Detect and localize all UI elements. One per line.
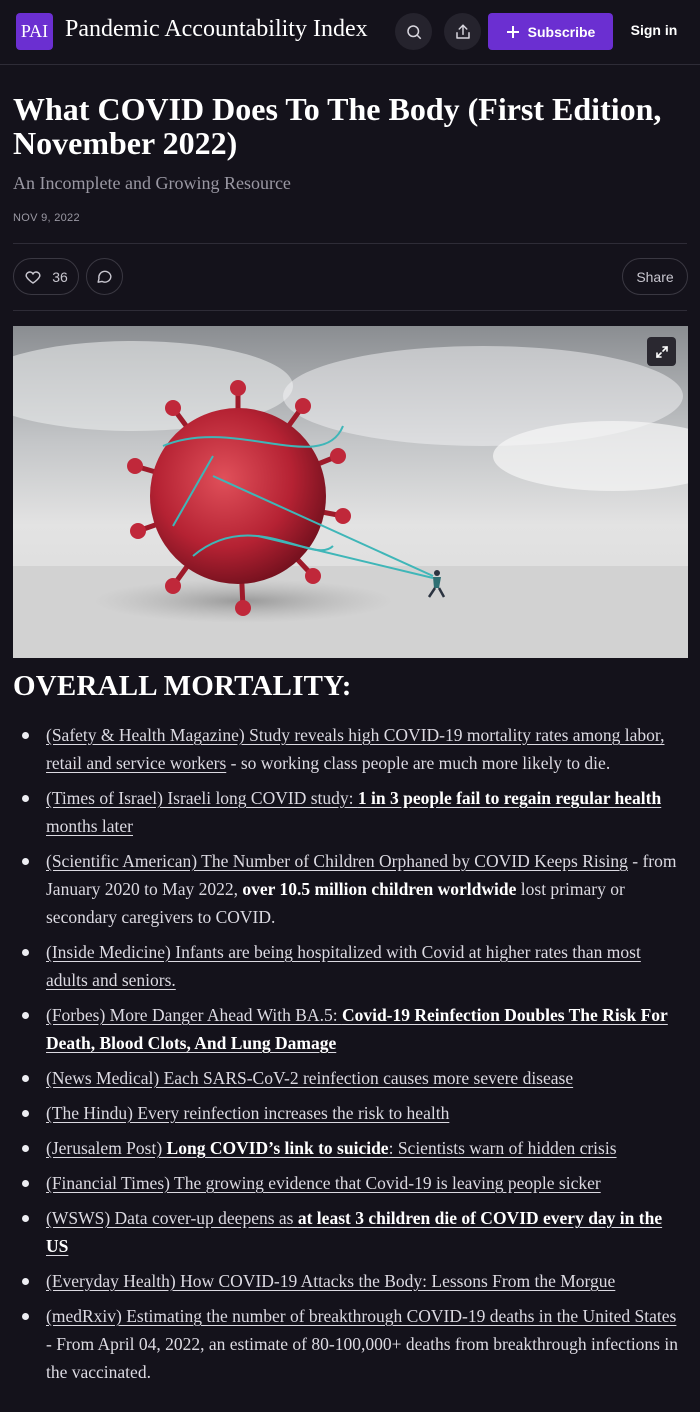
article-list bbox=[0, 721, 700, 1393]
expand-image-button[interactable] bbox=[647, 337, 676, 366]
list-item bbox=[0, 938, 700, 994]
divider bbox=[13, 310, 687, 311]
article-link[interactable]: (medRxiv) Estimating the number of breakthrough COVID-19 deaths in the United States bbox=[46, 1306, 677, 1326]
like-button[interactable] bbox=[13, 258, 79, 295]
link-bold-text: Long COVID’s link to suicide bbox=[166, 1138, 389, 1158]
list-item bbox=[0, 1267, 700, 1295]
article-link[interactable]: (Everyday Health) How COVID-19 Attacks the Body: Lessons From the Morgue bbox=[46, 1271, 616, 1291]
publication-name[interactable]: Pandemic Accountability Index bbox=[65, 16, 368, 42]
divider bbox=[13, 243, 687, 244]
top-bar bbox=[0, 0, 700, 65]
list-item bbox=[0, 1169, 700, 1197]
article-link[interactable]: (Safety & Health Magazine) Study reveals high COVID-19 mortality rates among labor, retail and service workers bbox=[46, 725, 665, 773]
plus-icon bbox=[506, 25, 520, 39]
link-bold-text: at least 3 children die of COVID every day in the US bbox=[46, 1208, 663, 1256]
share-upload-icon bbox=[454, 23, 472, 41]
search-icon bbox=[405, 23, 423, 41]
hero-image[interactable] bbox=[13, 326, 688, 658]
subscribe-button[interactable] bbox=[488, 13, 613, 50]
comment-button[interactable] bbox=[86, 258, 123, 295]
post-subtitle: An Incomplete and Growing Resource bbox=[13, 173, 291, 193]
article-link[interactable] bbox=[46, 788, 661, 836]
link-text: (WSWS) Data cover-up deepens as bbox=[46, 1208, 298, 1228]
article-link[interactable]: (News Medical) Each SARS-CoV-2 reinfection causes more severe disease bbox=[46, 1068, 574, 1088]
article-link[interactable] bbox=[46, 1005, 668, 1053]
link-text: months later bbox=[46, 816, 133, 836]
link-text: (Times of Israel) Israeli long COVID study: bbox=[46, 788, 358, 808]
article-link[interactable]: (Inside Medicine) Infants are being hospitalized with Covid at higher rates than most adults and seniors. bbox=[46, 942, 641, 990]
item-text: lost primary or secondary caregivers to COVID. bbox=[46, 879, 625, 927]
publication-logo[interactable]: PAI bbox=[16, 13, 53, 50]
link-text: (Forbes) More Danger Ahead With BA.5: bbox=[46, 1005, 342, 1025]
list-item bbox=[0, 1302, 700, 1386]
list-item bbox=[0, 1099, 700, 1127]
subscribe-label: Subscribe bbox=[527, 23, 596, 40]
item-bold-text: over 10.5 million children worldwide bbox=[242, 879, 517, 899]
like-count: 36 bbox=[52, 268, 68, 285]
link-text: : Scientists warn of hidden crisis bbox=[388, 1138, 617, 1158]
heart-icon bbox=[24, 268, 42, 286]
search-button[interactable] bbox=[395, 13, 432, 50]
link-bold-text: Covid-19 Reinfection Doubles The Risk For Death, Blood Clots, And Lung Damage bbox=[46, 1005, 668, 1053]
item-text: - so working class people are much more likely to die. bbox=[226, 753, 611, 773]
list-item bbox=[0, 1001, 700, 1057]
list-item bbox=[0, 784, 700, 840]
expand-icon bbox=[655, 345, 669, 359]
article-link[interactable] bbox=[46, 1208, 662, 1256]
item-text: - From April 04, 2022, an estimate of 80-100,000+ deaths from breakthrough infections in the vaccinated. bbox=[46, 1334, 678, 1382]
share-button[interactable]: Share bbox=[622, 258, 688, 295]
sign-in-link[interactable]: Sign in bbox=[630, 22, 678, 38]
list-item bbox=[0, 847, 700, 931]
list-item bbox=[0, 721, 700, 777]
section-heading: OVERALL MORTALITY: bbox=[13, 670, 352, 702]
article-link[interactable]: (Financial Times) The growing evidence that Covid-19 is leaving people sicker bbox=[46, 1173, 601, 1193]
article-link[interactable]: (Scientific American) The Number of Children Orphaned by COVID Keeps Rising bbox=[46, 851, 628, 871]
list-item bbox=[0, 1064, 700, 1092]
link-text: (Jerusalem Post) bbox=[46, 1138, 167, 1158]
item-text: - from January 2020 to May 2022, bbox=[46, 851, 677, 899]
post-title: What COVID Does To The Body (First Edition, November 2022) bbox=[13, 91, 662, 161]
article-link[interactable]: (The Hindu) Every reinfection increases the risk to health bbox=[46, 1103, 450, 1123]
list-item bbox=[0, 1134, 700, 1162]
comment-icon bbox=[96, 268, 113, 285]
list-item bbox=[0, 1204, 700, 1260]
link-bold-text: 1 in 3 people fail to regain regular health bbox=[357, 788, 662, 808]
share-page-button[interactable] bbox=[444, 13, 481, 50]
article-link[interactable] bbox=[46, 1138, 617, 1158]
post-date: NOV 9, 2022 bbox=[13, 212, 80, 224]
